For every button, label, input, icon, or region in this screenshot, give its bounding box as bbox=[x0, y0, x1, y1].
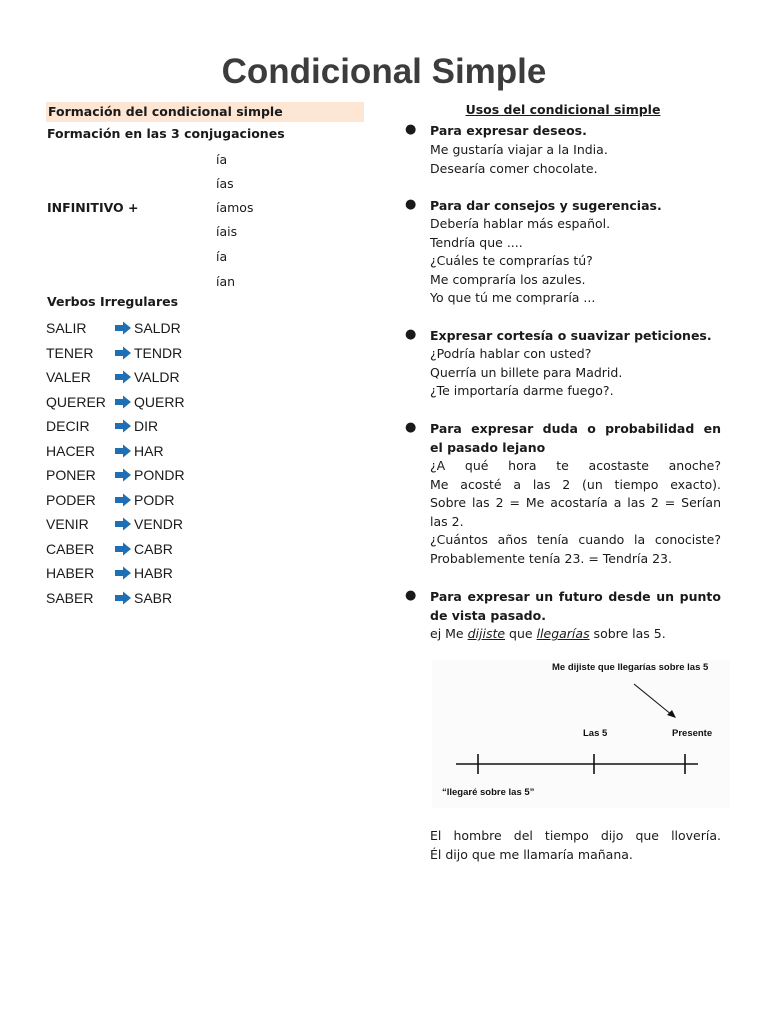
ending-4: íais bbox=[216, 224, 238, 239]
example-line: Querría un billete para Madrid. bbox=[430, 364, 623, 380]
right-arrow-icon bbox=[114, 346, 132, 360]
right-arrow-icon bbox=[114, 395, 132, 409]
verb-infinitive: PODER bbox=[46, 491, 96, 508]
example-line: Sobre las 2 = Me acostaría a las 2 = Serían bbox=[430, 495, 721, 510]
example-line: Desearía comer chocolate. bbox=[430, 160, 598, 176]
irregular-verb-row bbox=[46, 467, 346, 487]
example-line: ¿Te importaría darme fuego?. bbox=[430, 383, 614, 398]
irregular-verb-row bbox=[46, 516, 346, 536]
bullet-icon: ● bbox=[405, 588, 417, 603]
verb-infinitive: HABER bbox=[46, 565, 95, 581]
right-arrow-icon bbox=[114, 517, 132, 531]
heading-line: de vista pasado. bbox=[430, 607, 546, 623]
right-arrow-icon bbox=[114, 566, 132, 580]
use-heading bbox=[430, 420, 721, 457]
diagram-quote-bottom: “llegaré sobre las 5” bbox=[442, 787, 535, 798]
irregular-verb-row bbox=[46, 492, 346, 512]
bullet-icon: ● bbox=[405, 420, 417, 435]
ending-5: ía bbox=[216, 249, 228, 264]
infinitivo-label: INFINITIVO + bbox=[47, 200, 139, 215]
ending-1: ía bbox=[216, 152, 228, 167]
irregular-verb-row bbox=[46, 320, 346, 340]
right-arrow-icon bbox=[114, 321, 132, 335]
verb-stem: VENDR bbox=[134, 516, 184, 532]
example-line: ¿Podría hablar con usted? bbox=[430, 346, 592, 361]
right-arrow-icon bbox=[114, 419, 132, 433]
verb-infinitive: VENIR bbox=[46, 516, 89, 532]
verb-stem: SALDR bbox=[134, 320, 181, 336]
example-line: Probablemente tenía 23. = Tendría 23. bbox=[430, 550, 672, 566]
uses-title: Usos del condicional simple bbox=[465, 102, 661, 117]
formation-subtitle: Formación en las 3 conjugaciones bbox=[47, 126, 285, 141]
example-prefix: ej Me bbox=[430, 626, 468, 641]
irregular-verb-row bbox=[46, 369, 346, 389]
irregular-verb-row bbox=[46, 394, 346, 414]
verb-infinitive: DECIR bbox=[46, 418, 90, 434]
timeline-diagram bbox=[432, 660, 730, 808]
irregular-verb-row bbox=[46, 565, 346, 585]
heading-line: el pasado lejano bbox=[430, 439, 546, 455]
diagram-label-las5: Las 5 bbox=[583, 728, 608, 739]
verb-stem: CABR bbox=[134, 540, 173, 557]
heading-line: Para expresar duda o probabilidad en bbox=[430, 421, 721, 436]
heading-line: Para expresar un futuro desde un punto bbox=[430, 589, 721, 604]
closing-line: El hombre del tiempo dijo que llovería. bbox=[430, 828, 721, 843]
use-examples bbox=[430, 215, 721, 308]
use-heading: Expresar cortesía o suavizar peticiones. bbox=[430, 328, 712, 343]
verb-stem: HAR bbox=[134, 442, 164, 459]
use-example bbox=[430, 625, 721, 644]
diagram-label-presente: Presente bbox=[672, 728, 713, 739]
verb-stem: DIR bbox=[134, 418, 159, 434]
example-line: Tendría que .... bbox=[430, 234, 523, 250]
example-line: ¿Cuáles te comprarías tú? bbox=[430, 253, 593, 268]
verb-stem: PONDR bbox=[134, 467, 185, 483]
use-heading bbox=[430, 588, 721, 625]
ending-2: ías bbox=[216, 176, 234, 191]
example-line: ¿Cuántos años tenía cuando la conociste? bbox=[430, 532, 721, 547]
verb-infinitive: SALIR bbox=[46, 320, 87, 336]
ending-6: ían bbox=[216, 274, 236, 289]
ending-3: íamos bbox=[216, 200, 254, 215]
verb-infinitive: SABER bbox=[46, 589, 94, 606]
right-arrow-icon bbox=[114, 468, 132, 482]
page-title: Condicional Simple bbox=[221, 52, 547, 91]
example-line: Me compraría los azules. bbox=[430, 271, 586, 287]
example-word-llegarias: llegarías bbox=[536, 626, 590, 641]
example-line: las 2. bbox=[430, 513, 464, 529]
example-word-dijiste: dijiste bbox=[467, 626, 506, 641]
verb-infinitive: QUERER bbox=[46, 393, 106, 410]
verb-infinitive: PONER bbox=[46, 467, 96, 483]
example-line: Debería hablar más español. bbox=[430, 216, 611, 231]
formation-header: Formación del condicional simple bbox=[46, 102, 364, 122]
use-examples bbox=[430, 457, 721, 568]
example-line: Me gustaría viajar a la India. bbox=[430, 142, 608, 157]
irregular-verb-row bbox=[46, 541, 346, 561]
use-examples bbox=[430, 345, 721, 401]
example-mid: que bbox=[505, 626, 537, 641]
example-line: ¿A qué hora te acostaste anoche? bbox=[430, 458, 721, 473]
verb-stem: PODR bbox=[134, 491, 175, 508]
verb-stem: QUERR bbox=[134, 393, 185, 410]
irregular-verb-row bbox=[46, 345, 346, 365]
verb-stem: TENDR bbox=[134, 344, 183, 361]
use-examples bbox=[430, 141, 721, 178]
use-heading: Para expresar deseos. bbox=[430, 123, 587, 138]
verb-infinitive: CABER bbox=[46, 540, 95, 557]
closing-examples bbox=[430, 826, 721, 864]
right-arrow-icon bbox=[114, 591, 132, 605]
diagram-quote-top: Me dijiste que llegarías sobre las 5 bbox=[552, 662, 709, 673]
irregular-verb-row bbox=[46, 443, 346, 463]
bullet-icon: ● bbox=[405, 197, 417, 212]
example-suffix: sobre las 5. bbox=[589, 626, 666, 641]
right-arrow-icon bbox=[114, 370, 132, 384]
example-line: Me acosté a las 2 (un tiempo exacto). bbox=[430, 476, 721, 492]
verb-stem: VALDR bbox=[134, 369, 180, 385]
verb-stem: HABR bbox=[134, 565, 173, 581]
closing-line: Él dijo que me llamaría mañana. bbox=[430, 847, 633, 862]
right-arrow-icon bbox=[114, 542, 132, 556]
bullet-icon: ● bbox=[405, 122, 417, 137]
verb-infinitive: VALER bbox=[46, 369, 91, 385]
example-line: Yo que tú me compraría ... bbox=[430, 290, 596, 305]
verb-infinitive: HACER bbox=[46, 442, 96, 459]
bullet-icon: ● bbox=[405, 327, 417, 342]
verb-infinitive: TENER bbox=[46, 344, 94, 361]
right-arrow-icon bbox=[114, 493, 132, 507]
irregular-verb-row bbox=[46, 418, 346, 438]
irregular-verb-row bbox=[46, 590, 346, 610]
irregular-verbs-title: Verbos Irregulares bbox=[47, 294, 179, 309]
formation-column bbox=[46, 102, 364, 606]
verb-stem: SABR bbox=[134, 589, 173, 606]
right-arrow-icon bbox=[114, 444, 132, 458]
use-heading: Para dar consejos y sugerencias. bbox=[430, 198, 662, 213]
